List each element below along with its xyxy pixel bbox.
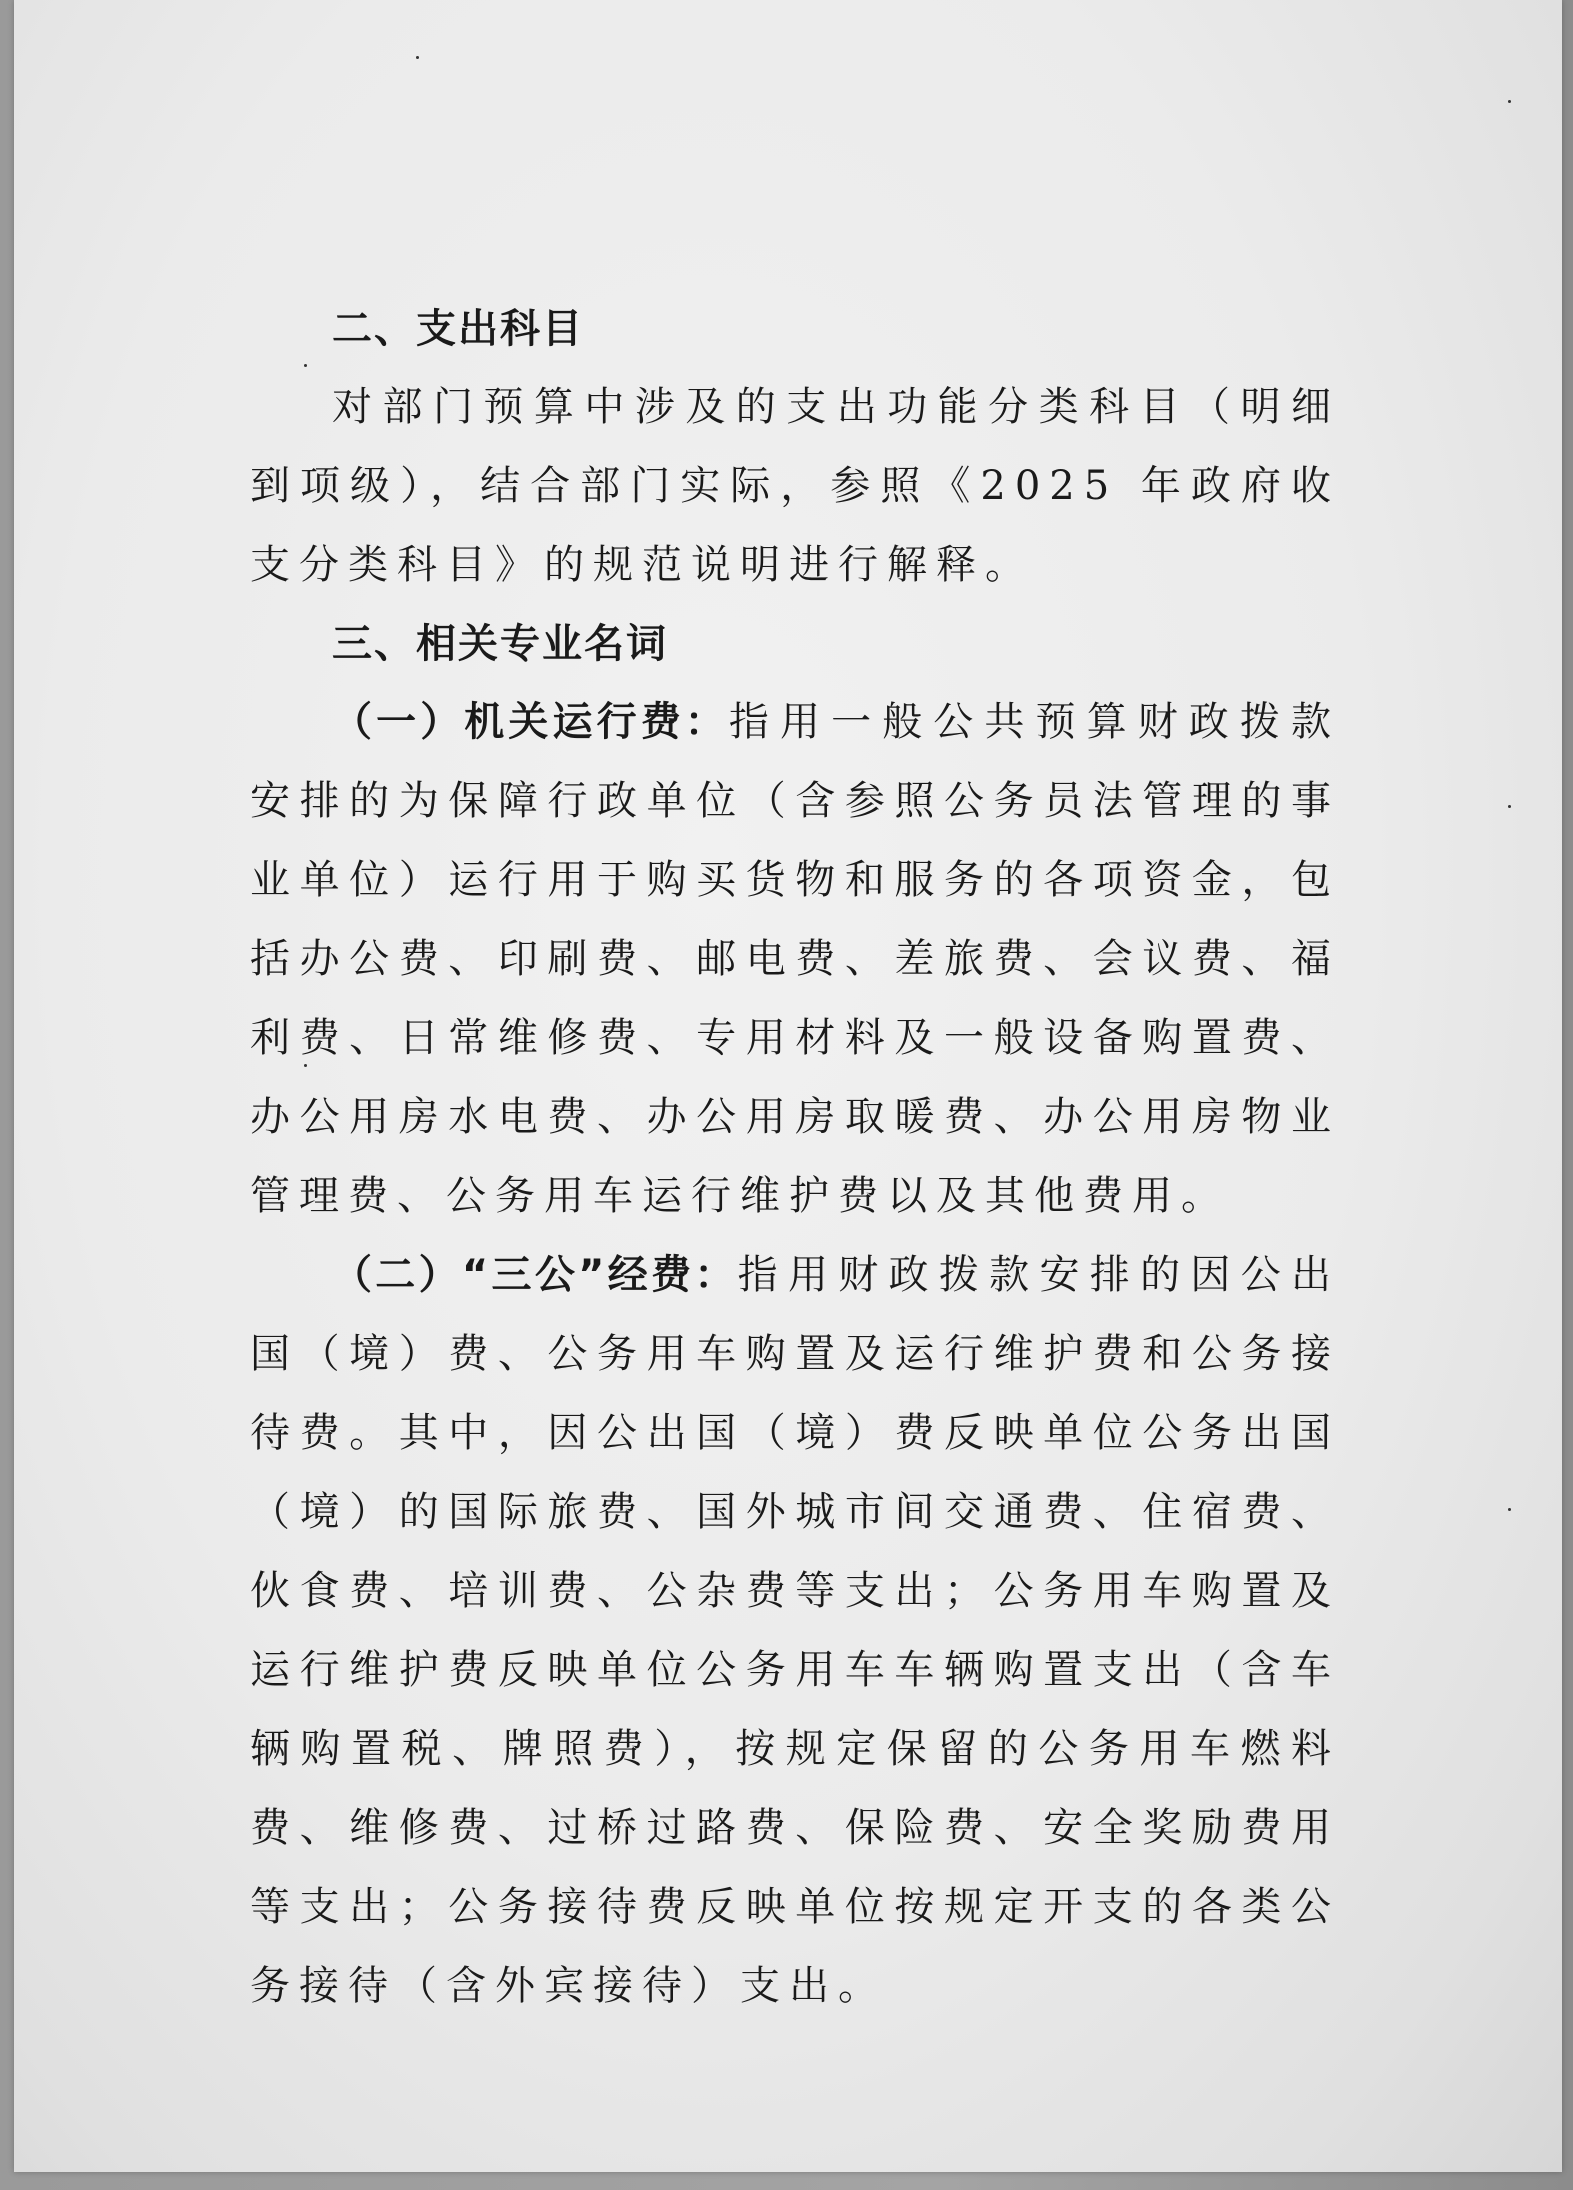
term-definition-operating-costs: 指用一般公共预算财政拨款安排的为保障行政单位（含参照公务员法管理的事业单位）运行用于购买货物和服务的各项资金，包括办公费、印刷费、邮电费、差旅费、会议费、福利费、日常维修费、专用材料及一般设备购置费、办公用房水电费、办公用房取暖费、办公用房物业管理费、公务用车运行维护费以及其他费用。	[250, 699, 1341, 1219]
document-body	[250, 290, 1340, 2026]
scan-speck	[1508, 1508, 1511, 1511]
scan-speck	[1508, 100, 1511, 103]
section-paragraph-expenditure-items: 对部门预算中涉及的支出功能分类科目（明细到项级），结合部门实际，参照《2025 年政府收支分类科目》的规范说明进行解释。	[250, 384, 1340, 588]
term-paragraph-operating-costs	[250, 683, 1340, 1236]
section-heading-expenditure-items: 二、支出科目	[332, 306, 584, 352]
scan-speck	[416, 56, 419, 59]
section-heading-terms: 三、相关专业名词	[332, 621, 668, 667]
term-label-operating-costs: （一）机关运行费：	[332, 699, 729, 745]
term-definition-three-public-expenses: 指用财政拨款安排的因公出国（境）费、公务用车购置及运行维护费和公务接待费。其中，因公出国（境）费反映单位公务出国（境）的国际旅费、国外城市间交通费、住宿费、伙食费、培训费、公杂费等支出；公务用车购置及运行维护费反映单位公务用车车辆购置支出（含车辆购置税、牌照费），按规定保留的公务用车燃料费、维修费、过桥过路费、保险费、安全奖励费用等支出；公务接待费反映单位按规定开支的各类公务接待（含外宾接待）支出。	[250, 1252, 1341, 2009]
term-paragraph-three-public-expenses	[250, 1236, 1340, 2026]
scan-speck	[1508, 805, 1511, 808]
term-label-three-public-expenses: （二）“三公”经费：	[332, 1252, 738, 1298]
